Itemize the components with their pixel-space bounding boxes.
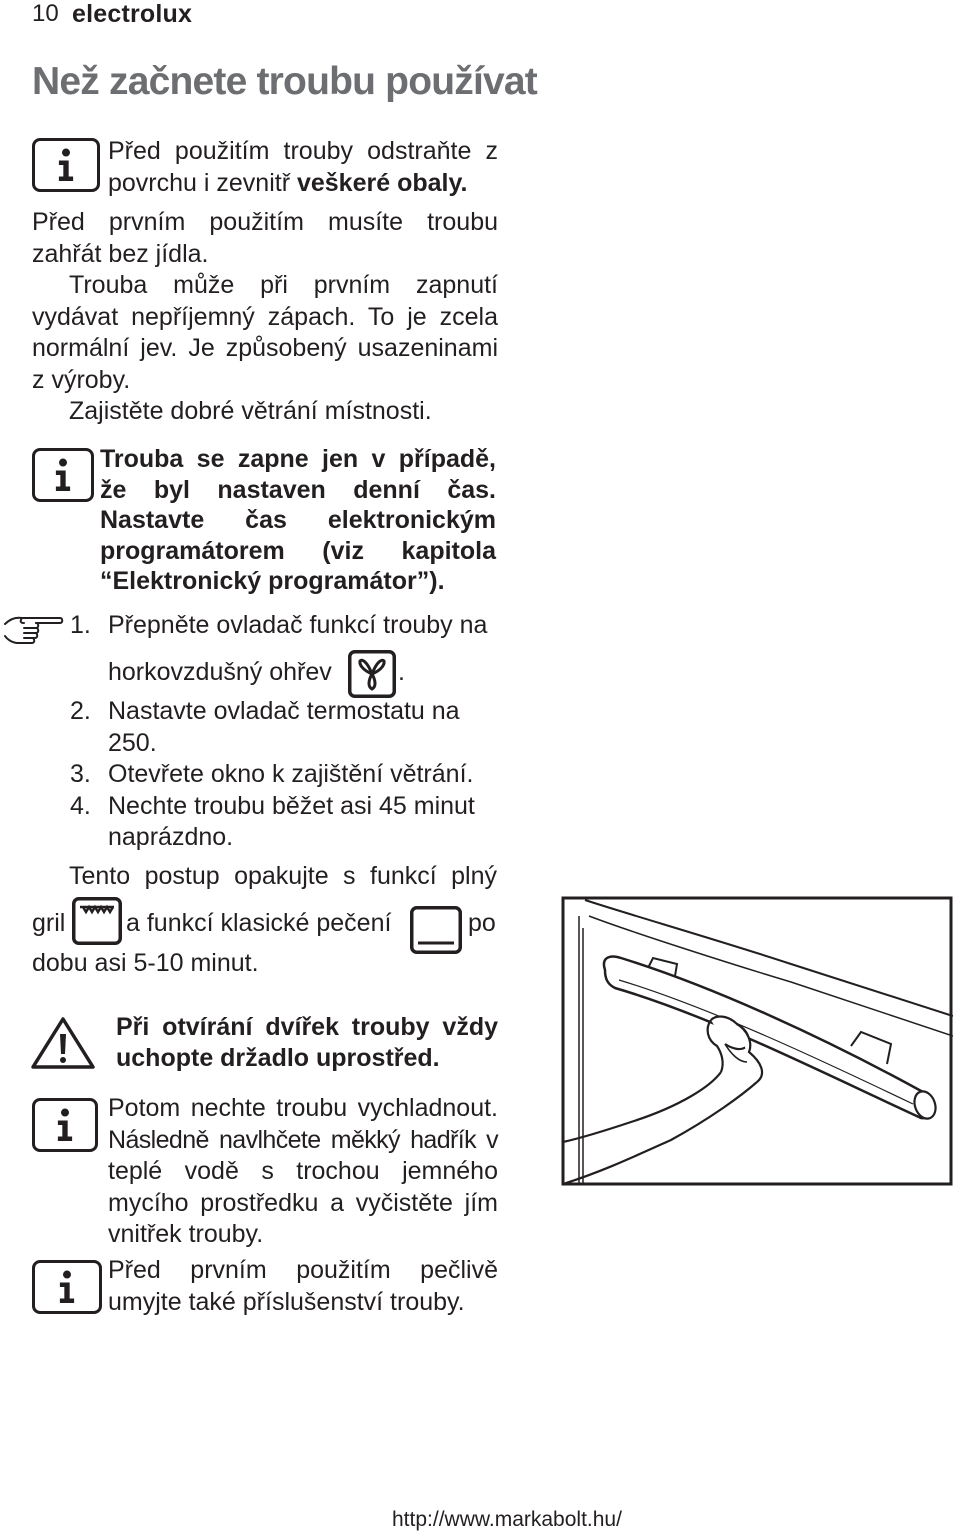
info-note-line: Před použitím trouby odstraňte z <box>108 137 498 165</box>
step-1-number: 1. <box>70 611 91 639</box>
step-4-number: 4. <box>70 792 91 820</box>
paragraph-line: vydávat nepříjemný zápach. To je zcela <box>32 302 498 331</box>
info-note-packaging <box>108 136 498 199</box>
info-note-clock <box>100 444 496 597</box>
repeat-mid-text: a funkcí klasické pečení <box>126 909 392 937</box>
footer-url[interactable]: http://www.markabolt.hu/ <box>392 1508 622 1531</box>
info-note-line: Trouba se zapne jen v případě, <box>100 445 496 473</box>
info-note-line: vnitřek trouby. <box>108 1220 264 1248</box>
info-note-line: teplé vodě s trochou jemného <box>108 1157 498 1185</box>
warning-line: uchopte držadlo uprostřed. <box>116 1044 440 1072</box>
info-icon <box>32 1098 98 1152</box>
info-note-emphasis: veškeré obaly. <box>296 168 468 197</box>
info-note-line: Potom nechte troubu vychladnout. <box>108 1094 498 1122</box>
info-note-accessories <box>108 1255 498 1318</box>
step-4-text: Nechte troubu běžet asi 45 minut <box>108 792 475 820</box>
step-2-text-cont: 250. <box>108 729 157 757</box>
info-note-line: že byl nastaven denní čas. <box>100 475 496 504</box>
warning-triangle-icon <box>30 1016 96 1070</box>
step-1-period: . <box>398 658 405 686</box>
oven-door-handle-illustration <box>561 896 953 1186</box>
page-number: 10 <box>32 0 59 27</box>
paragraph-line: Zajistěte dobré větrání místnosti. <box>69 397 432 425</box>
brand-name: electrolux <box>72 0 193 28</box>
step-4-text-cont: naprázdno. <box>108 823 234 851</box>
paragraph-line: Před prvním použitím musíte troubu <box>32 208 498 236</box>
info-note-line: programátorem (viz kapitola <box>100 536 496 565</box>
info-note-line: Následně navlhčete měkký hadřík v <box>108 1125 498 1154</box>
repeat-line: Tento postup opakujte s funkcí plný <box>69 862 497 890</box>
step-1-text: Přepněte ovladač funkcí trouby na <box>108 611 488 639</box>
pointing-hand-icon <box>2 612 64 646</box>
info-icon <box>32 1260 102 1314</box>
repeat-gril-label: gril <box>32 909 66 937</box>
info-note-line: “Elektronický programátor”). <box>100 567 445 595</box>
info-note-line: mycího prostředku a vyčistěte jím <box>108 1188 498 1217</box>
conventional-heating-icon <box>410 906 462 954</box>
paragraph-line: Trouba může při prvním zapnutí <box>69 271 498 299</box>
warning-line: Při otvírání dvířek trouby vždy <box>116 1013 498 1041</box>
info-note-line: Nastavte čas elektronickým <box>100 506 496 534</box>
step-1-text-cont: horkovzdušný ohřev <box>108 658 332 686</box>
warning-note-handle <box>116 1012 498 1074</box>
step-3-text: Otevřete okno k zajištění větrání. <box>108 760 474 788</box>
step-2-text: Nastavte ovladač termostatu na <box>108 697 460 725</box>
repeat-po-text: po <box>468 909 496 937</box>
fan-heating-icon <box>348 650 396 698</box>
paragraph-line: zahřát bez jídla. <box>32 239 209 268</box>
paragraph-line: z výroby. <box>32 365 131 394</box>
page-title: Než začnete troubu používat <box>32 60 537 103</box>
info-note-cleaning <box>108 1093 498 1251</box>
info-note-line <box>108 168 498 200</box>
repeat-duration-line: dobu asi 5-10 minut. <box>32 949 259 977</box>
info-icon <box>32 138 100 192</box>
first-use-paragraph <box>32 207 498 428</box>
info-note-line: umyjte také příslušenství trouby. <box>108 1287 465 1316</box>
paragraph-line: normální jev. Je způsobený usazeninami <box>32 334 498 362</box>
info-note-line: Před prvním použitím pečlivě <box>108 1256 498 1284</box>
step-3-number: 3. <box>70 760 91 788</box>
info-icon <box>32 448 94 502</box>
step-2-number: 2. <box>70 697 91 725</box>
info-note-text: povrchu i zevnitř <box>108 168 297 197</box>
grill-icon <box>72 897 122 945</box>
